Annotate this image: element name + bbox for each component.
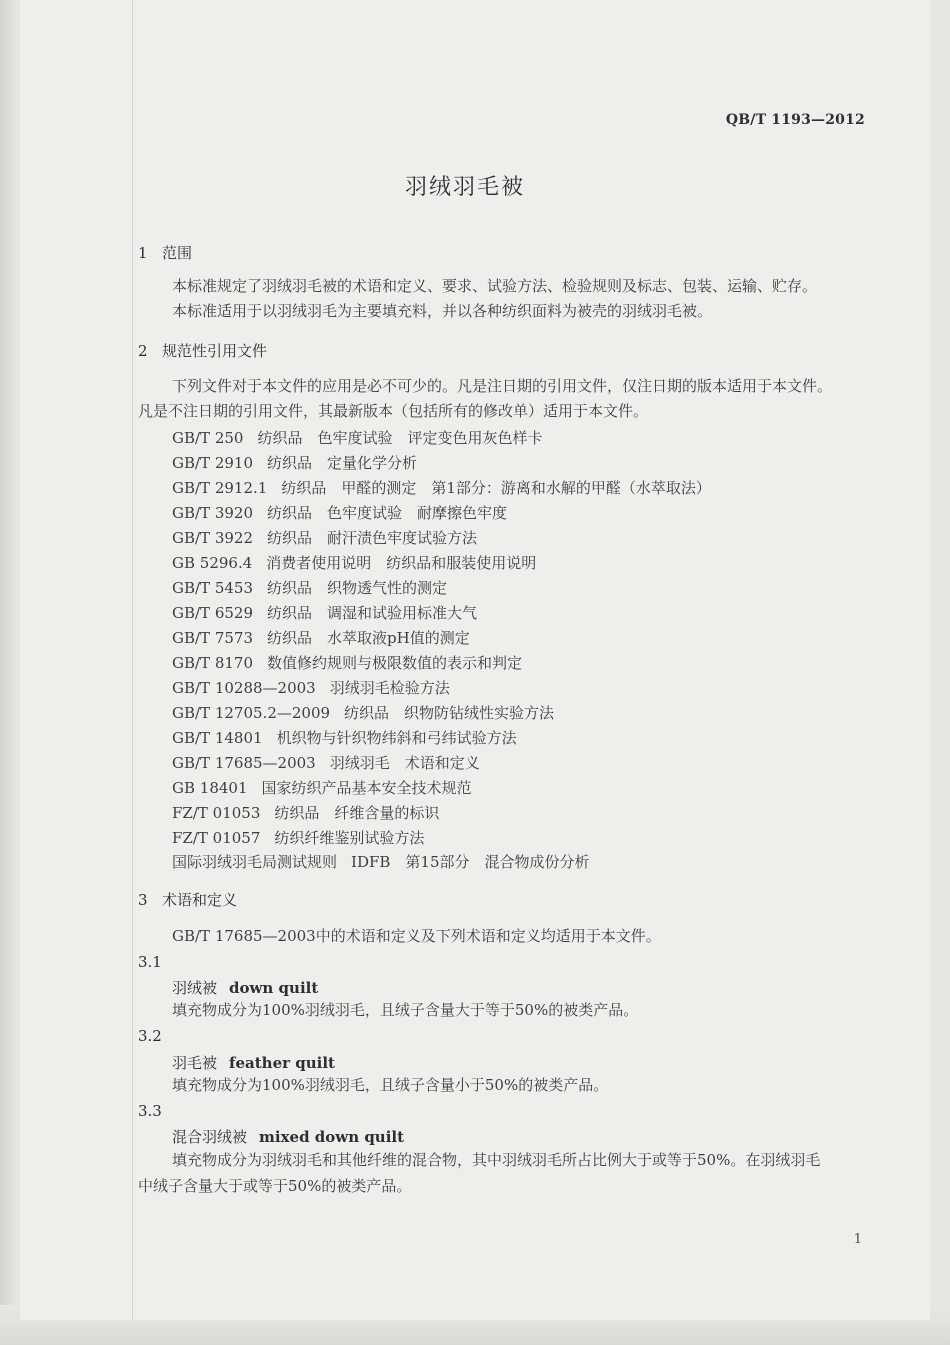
- reference-item: [172, 777, 472, 798]
- term-definition-line-1: 填充物成分为羽绒羽毛和其他纤维的混合物，其中羽绒羽毛所占比例大于或等于50%。在羽绒羽毛: [172, 1151, 821, 1169]
- reference-code: GB/T 12705.2—2009: [172, 704, 331, 722]
- reference-title: 纺织品 甲醛的测定 第1部分：游离和水解的甲醛（水萃取法）: [281, 479, 711, 497]
- reference-item: [172, 577, 447, 598]
- reference-title: 机织物与针织物纬斜和弓纬试验方法: [276, 729, 517, 747]
- scan-edge: [0, 0, 20, 1345]
- reference-title: 纺织品 纤维含量的标识: [274, 804, 440, 822]
- term-entry: [172, 977, 318, 998]
- reference-code: GB 5296.4: [172, 554, 253, 572]
- reference-title: 纺织品 调湿和试验用标准大气: [267, 604, 478, 622]
- reference-title: 国家纺织产品基本安全技术规范: [261, 779, 472, 797]
- section-number: 2: [138, 342, 148, 360]
- reference-code: GB/T 5453: [172, 579, 254, 597]
- page-number: 1: [853, 1232, 862, 1247]
- reference-item: [172, 552, 536, 573]
- section-title: 术语和定义: [162, 891, 238, 909]
- reference-title: 纺织品 耐汗渍色牢度试验方法: [267, 529, 478, 547]
- reference-title: 羽绒羽毛检验方法: [329, 679, 450, 697]
- reference-code: GB/T 2910: [172, 454, 254, 472]
- term-entry: [172, 1126, 404, 1147]
- reference-code: GB 18401: [172, 779, 248, 797]
- term-chinese: 混合羽绒被: [172, 1128, 248, 1146]
- section-1-paragraph-1: 本标准规定了羽绒羽毛被的术语和定义、要求、试验方法、检验规则及标志、包装、运输、贮存。: [172, 277, 818, 295]
- term-english: down quilt: [229, 979, 319, 997]
- reference-title: 纺织品 色牢度试验 评定变色用灰色样卡: [257, 429, 543, 447]
- term-entry: [172, 1052, 335, 1073]
- reference-title: 纺织品 定量化学分析: [267, 454, 418, 472]
- section-3-intro: GB/T 17685—2003中的术语和定义及下列术语和定义均适用于本文件。: [172, 927, 661, 945]
- document-title: 羽绒羽毛被: [404, 175, 525, 200]
- reference-code: 国际羽绒羽毛局测试规则: [172, 853, 338, 871]
- section-1-heading: [138, 242, 192, 263]
- reference-title: 纺织品 水萃取液pH值的测定: [267, 629, 470, 647]
- reference-item: [172, 527, 477, 548]
- section-number: 1: [138, 244, 148, 262]
- reference-item: [172, 452, 417, 473]
- reference-item: [172, 802, 439, 823]
- reference-title: 纺织品 织物防钻绒性实验方法: [344, 704, 555, 722]
- reference-item: [172, 502, 507, 523]
- reference-code: GB/T 14801: [172, 729, 263, 747]
- document-page: [20, 0, 930, 1320]
- reference-item: [172, 427, 542, 448]
- reference-code: GB/T 250: [172, 429, 244, 447]
- reference-title: 纺织品 织物透气性的测定: [267, 579, 448, 597]
- section-number: 3: [138, 891, 148, 909]
- clause-number: 3.2: [138, 1027, 162, 1045]
- reference-item: [172, 602, 477, 623]
- section-title: 规范性引用文件: [162, 342, 268, 360]
- term-definition: 填充物成分为100%羽绒羽毛，且绒子含量小于50%的被类产品。: [172, 1076, 609, 1094]
- reference-item: [172, 652, 522, 673]
- reference-code: GB/T 3920: [172, 504, 254, 522]
- reference-title: 纺织纤维鉴别试验方法: [274, 829, 425, 847]
- term-definition-line-2: 中绒子含量大于或等于50%的被类产品。: [138, 1177, 412, 1195]
- reference-item: [172, 727, 517, 748]
- reference-item: [172, 702, 554, 723]
- reference-code: GB/T 6529: [172, 604, 254, 622]
- reference-item: [172, 827, 424, 848]
- term-english: mixed down quilt: [259, 1128, 405, 1146]
- reference-title: 羽绒羽毛 术语和定义: [329, 754, 480, 772]
- reference-item: [172, 677, 450, 698]
- term-english: feather quilt: [229, 1054, 335, 1072]
- reference-title: IDFB 第15部分 混合物成份分析: [351, 853, 590, 871]
- reference-item: [172, 477, 711, 498]
- reference-code: GB/T 2912.1: [172, 479, 268, 497]
- term-chinese: 羽绒被: [172, 979, 218, 997]
- reference-code: FZ/T 01053: [172, 804, 261, 822]
- reference-title: 数值修约规则与极限数值的表示和判定: [267, 654, 523, 672]
- reference-code: GB/T 10288—2003: [172, 679, 316, 697]
- section-1-paragraph-2: 本标准适用于以羽绒羽毛为主要填充料，并以各种纺织面料为被壳的羽绒羽毛被。: [172, 302, 713, 320]
- reference-item: [172, 851, 590, 872]
- term-definition: 填充物成分为100%羽绒羽毛，且绒子含量大于等于50%的被类产品。: [172, 1001, 639, 1019]
- term-chinese: 羽毛被: [172, 1054, 218, 1072]
- section-3-heading: [138, 889, 237, 910]
- section-2-intro-line-2: 凡是不注日期的引用文件，其最新版本（包括所有的修改单）适用于本文件。: [138, 402, 649, 420]
- section-2-heading: [138, 340, 267, 361]
- clause-number: 3.1: [138, 953, 162, 971]
- document-code: QB/T 1193—2012: [725, 112, 865, 128]
- reference-title: 纺织品 色牢度试验 耐摩擦色牢度: [267, 504, 508, 522]
- section-2-intro-line-1: 下列文件对于本文件的应用是必不可少的。凡是注日期的引用文件，仅注日期的版本适用于本文件。: [172, 377, 833, 395]
- reference-item: [172, 627, 470, 648]
- reference-code: GB/T 8170: [172, 654, 254, 672]
- reference-item: [172, 752, 480, 773]
- reference-code: GB/T 17685—2003: [172, 754, 316, 772]
- reference-title: 消费者使用说明 纺织品和服装使用说明: [266, 554, 537, 572]
- reference-code: GB/T 3922: [172, 529, 254, 547]
- section-title: 范围: [162, 244, 193, 262]
- reference-code: FZ/T 01057: [172, 829, 261, 847]
- reference-code: GB/T 7573: [172, 629, 254, 647]
- clause-number: 3.3: [138, 1102, 162, 1120]
